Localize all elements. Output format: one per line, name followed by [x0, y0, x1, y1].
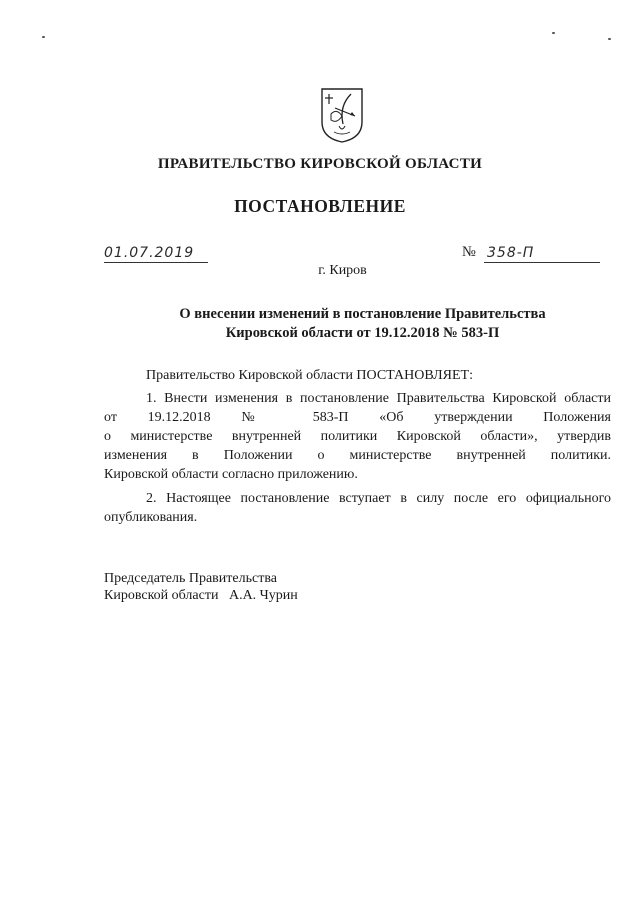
document-type-heading: ПОСТАНОВЛЕНИЕ	[234, 196, 406, 216]
number-label: №	[462, 244, 476, 260]
coat-of-arms-icon	[319, 86, 365, 144]
document-title-line-2: Кировской области от 19.12.2018 № 583-П	[225, 325, 500, 341]
paragraph-1-line-3: о министерстве внутренней политики Кировской области», утвердив	[104, 429, 611, 444]
paragraph-1-line-1: 1. Внести изменения в постановление Правительства Кировской области	[146, 391, 611, 406]
city-label: г. Киров	[318, 263, 367, 278]
paragraph-1-line-5: Кировской области согласно приложению.	[104, 467, 358, 482]
scan-speck	[42, 36, 45, 38]
paragraph-2-line-1: 2. Настоящее постановление вступает в силу после его официального	[146, 491, 611, 506]
paragraph-1-line-2: от 19.12.2018 № 583-П «Об утверждении Положения	[104, 410, 611, 425]
intro-paragraph: Правительство Кировской области ПОСТАНОВЛЯЕТ:	[146, 368, 473, 383]
scan-speck	[552, 32, 555, 34]
paragraph-1-line-4: изменения в Положении о министерстве внутренней политики.	[104, 448, 611, 463]
signature-title: Председатель Правительства	[104, 571, 277, 586]
scan-speck	[608, 38, 611, 40]
organization-heading: ПРАВИТЕЛЬСТВО КИРОВСКОЙ ОБЛАСТИ	[157, 156, 483, 172]
signature-name: Кировской области А.А. Чурин	[104, 588, 298, 603]
document-title-line-1: О внесении изменений в постановление Правительства	[179, 306, 546, 322]
document-date: 01.07.2019	[104, 245, 208, 263]
document-number: 358-П	[484, 245, 600, 263]
paragraph-2-line-2: опубликования.	[104, 510, 198, 525]
